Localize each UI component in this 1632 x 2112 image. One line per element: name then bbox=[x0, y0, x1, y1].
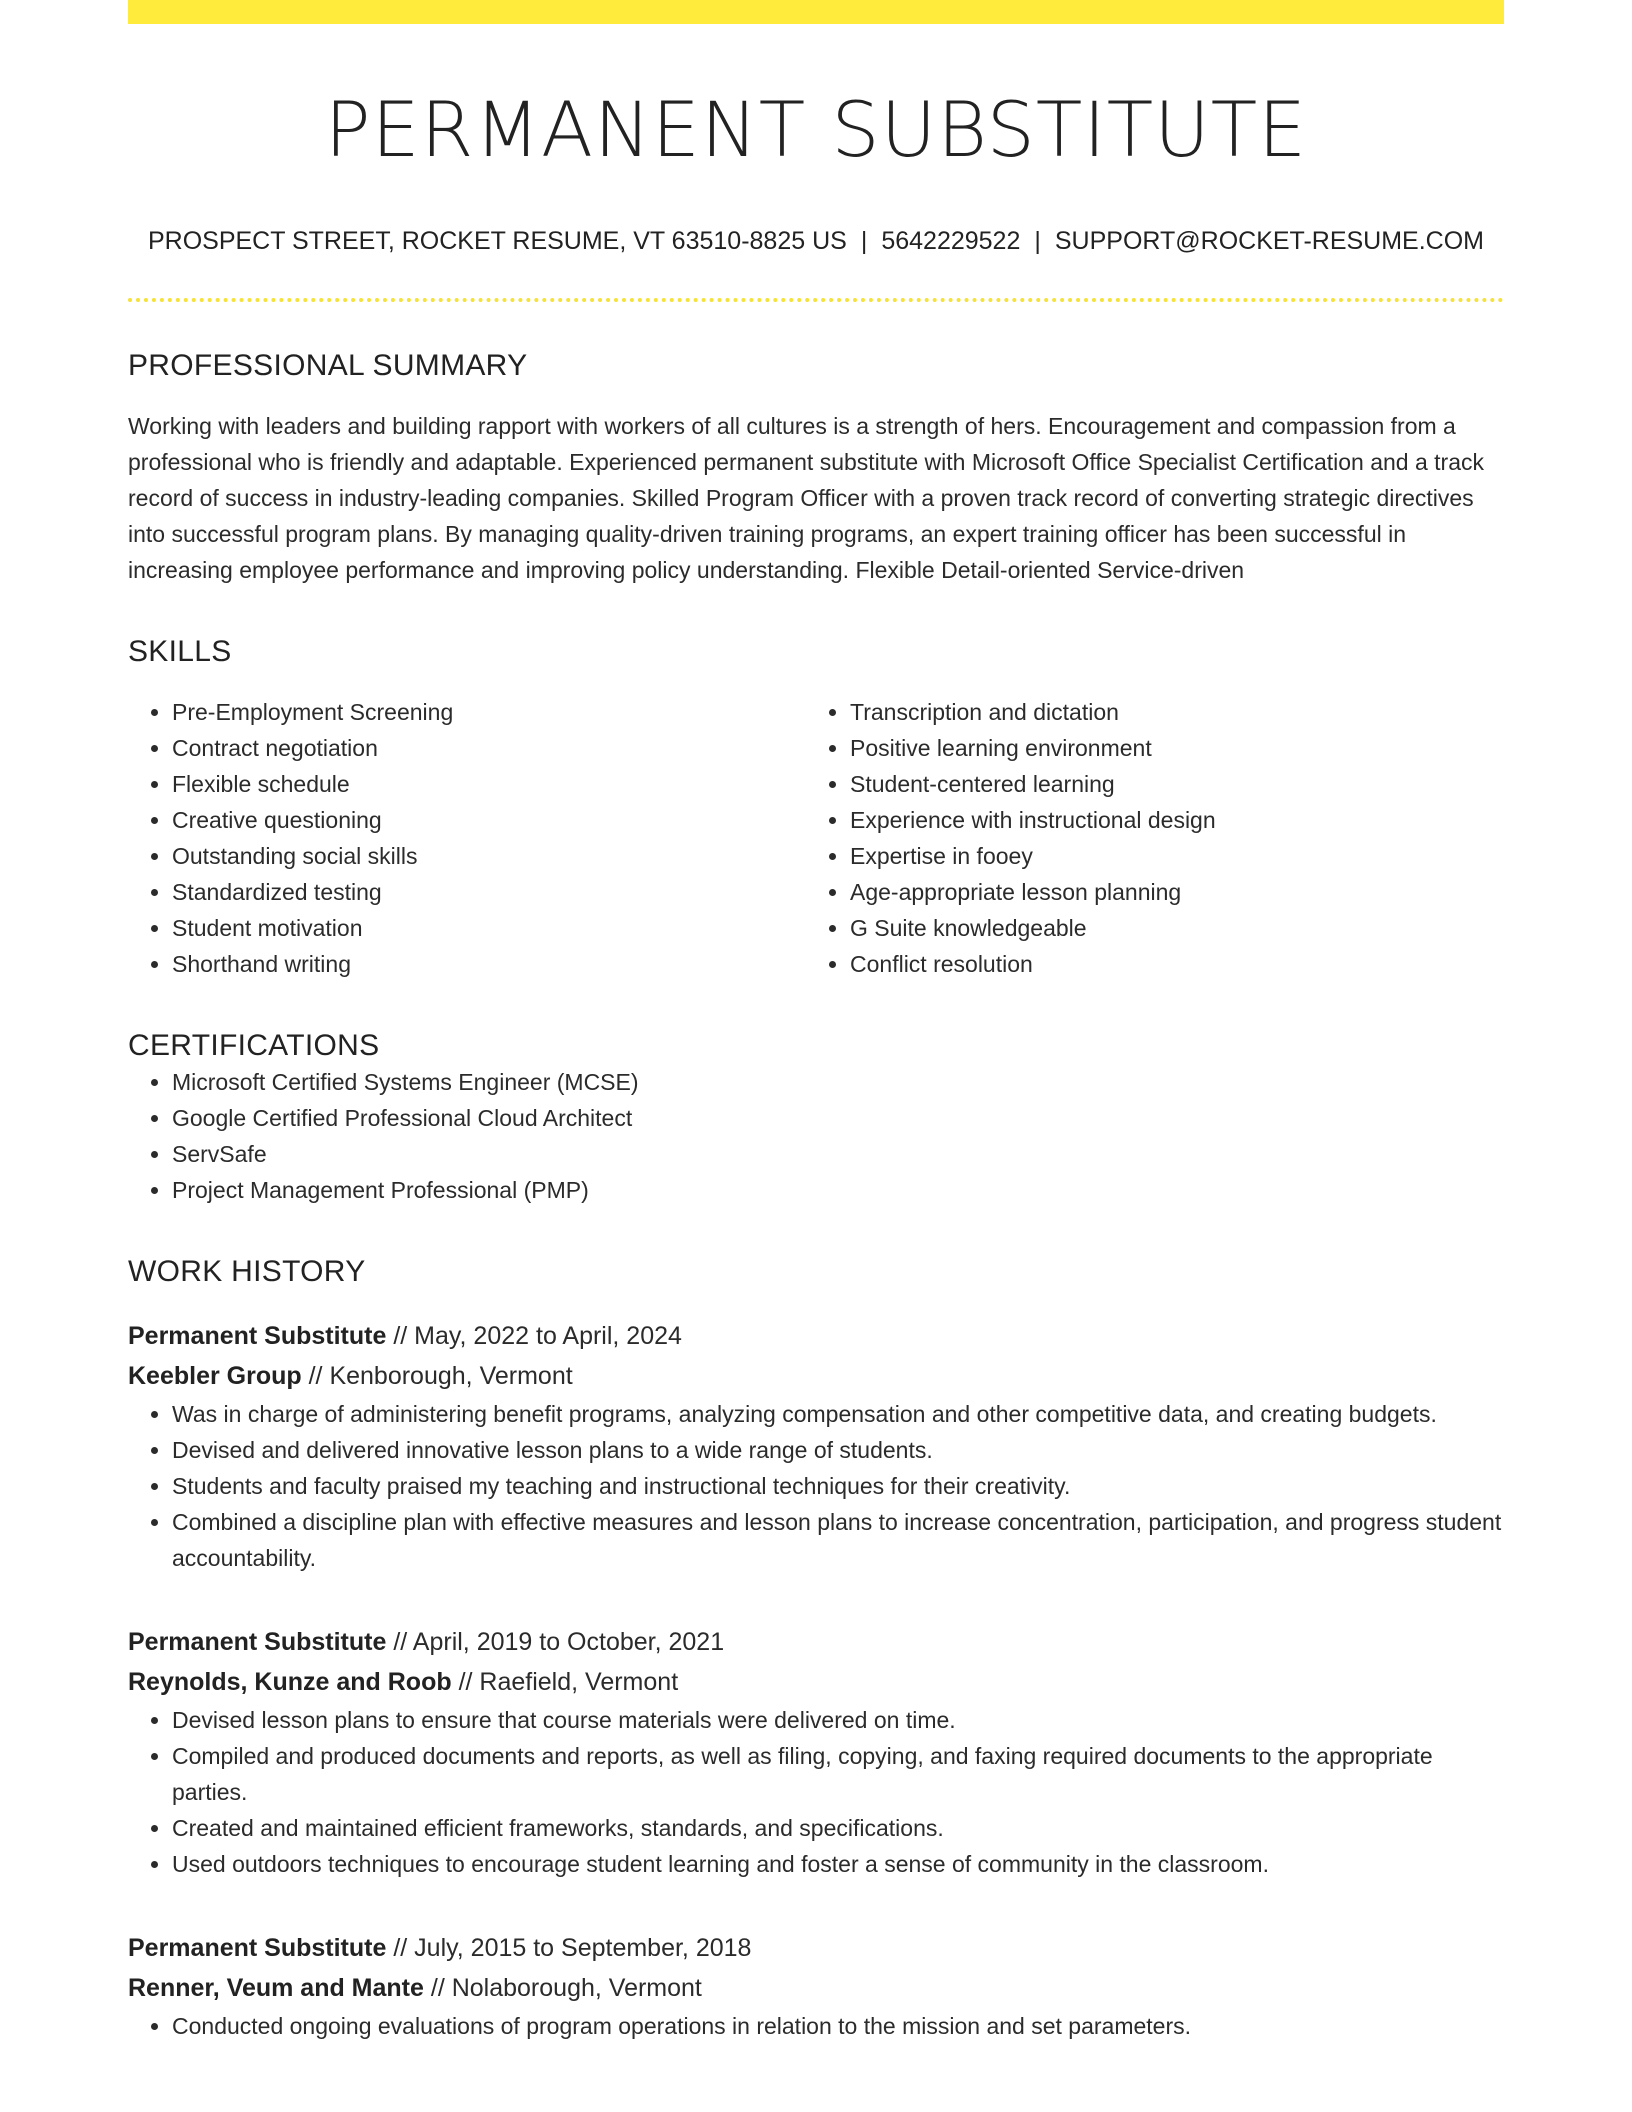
contact-email: SUPPORT@ROCKET-RESUME.COM bbox=[1054, 227, 1485, 255]
certifications-heading: CERTIFICATIONS bbox=[128, 1029, 380, 1062]
skill-item: • Expertise in fooey bbox=[850, 838, 1484, 874]
resume-name: PERMANENT SUBSTITUTE bbox=[324, 85, 1308, 174]
job-bullet: • Compiled and produced documents and reports, as well as filing, copying, and faxing required documents to the appropriate parties. bbox=[172, 1738, 1504, 1810]
job-dates: // May, 2022 to April, 2024 bbox=[393, 1322, 682, 1350]
skills-grid bbox=[128, 694, 1504, 982]
resume-page bbox=[128, 0, 1504, 2044]
summary-heading: PROFESSIONAL SUMMARY bbox=[128, 349, 528, 382]
skill-item: • Pre-Employment Screening bbox=[172, 694, 806, 730]
skill-item: • Creative questioning bbox=[172, 802, 806, 838]
job-role: Permanent Substitute bbox=[128, 1934, 387, 1962]
job-bullet: • Devised and delivered innovative lesson plans to a wide range of students. bbox=[172, 1432, 1504, 1468]
job-company: Renner, Veum and Mante bbox=[128, 1974, 424, 2002]
job-bullet: • Conducted ongoing evaluations of program operations in relation to the mission and set parameters. bbox=[172, 2008, 1504, 2044]
contact-phone: 5642229522 bbox=[881, 227, 1021, 255]
job-bullet-list bbox=[128, 2008, 1504, 2044]
job-dates: // July, 2015 to September, 2018 bbox=[393, 1934, 752, 1962]
job-bullet: • Students and faculty praised my teaching and instructional techniques for their creativity. bbox=[172, 1468, 1504, 1504]
job-bullet-list bbox=[128, 1396, 1504, 1576]
skills-column-right bbox=[806, 694, 1484, 982]
job-title-line bbox=[128, 1928, 1504, 1968]
job-location: // Nolaborough, Vermont bbox=[430, 1974, 702, 2002]
job-entry bbox=[128, 1622, 1504, 1882]
certification-list bbox=[128, 1064, 1504, 1208]
contact-separator: | bbox=[860, 227, 868, 255]
contact-address: PROSPECT STREET, ROCKET RESUME, VT 63510-8825 US bbox=[147, 227, 847, 255]
skill-item: • Transcription and dictation bbox=[850, 694, 1484, 730]
job-role: Permanent Substitute bbox=[128, 1322, 387, 1350]
job-bullet: • Devised lesson plans to ensure that course materials were delivered on time. bbox=[172, 1702, 1504, 1738]
job-company-line bbox=[128, 1356, 1504, 1396]
job-location: // Kenborough, Vermont bbox=[308, 1362, 573, 1390]
job-company-line bbox=[128, 1968, 1504, 2008]
job-company-line bbox=[128, 1662, 1504, 1702]
certification-item: • Microsoft Certified Systems Engineer (MCSE) bbox=[172, 1064, 1504, 1100]
skill-item: • Student motivation bbox=[172, 910, 806, 946]
certification-item: • Google Certified Professional Cloud Architect bbox=[172, 1100, 1504, 1136]
skill-item: • Positive learning environment bbox=[850, 730, 1484, 766]
job-entry bbox=[128, 1316, 1504, 1576]
skill-item: • G Suite knowledgeable bbox=[850, 910, 1484, 946]
contact-separator: | bbox=[1034, 227, 1041, 255]
skill-item: • Age-appropriate lesson planning bbox=[850, 874, 1484, 910]
skill-item: • Student-centered learning bbox=[850, 766, 1484, 802]
skills-column-left bbox=[128, 694, 806, 982]
skill-item: • Standardized testing bbox=[172, 874, 806, 910]
work-history-heading: WORK HISTORY bbox=[128, 1255, 366, 1288]
job-bullet: • Created and maintained efficient frameworks, standards, and specifications. bbox=[172, 1810, 1504, 1846]
job-bullet: • Was in charge of administering benefit programs, analyzing compensation and other competitive data, and creating budgets. bbox=[172, 1396, 1504, 1432]
contact-line bbox=[128, 224, 1504, 258]
summary-text: Working with leaders and building rapport with workers of all cultures is a strength of hers. Encouragement and compassion from a professional who is friendly and adaptable. Experienced permanent substitute with Microsoft Office Specialist Certification and a track record of success in industry-leading companies. Skilled Program Officer with a proven track record of converting strategic directives into successful program plans. By managing quality-driven training programs, an expert training officer has been successful in increasing employee performance and improving policy understanding. Flexible Detail-oriented Service-driven bbox=[128, 413, 1485, 583]
job-company: Reynolds, Kunze and Roob bbox=[128, 1668, 452, 1696]
job-location: // Raefield, Vermont bbox=[458, 1668, 679, 1696]
job-bullet-list bbox=[128, 1702, 1504, 1882]
skill-item: • Shorthand writing bbox=[172, 946, 806, 982]
job-title-line bbox=[128, 1622, 1504, 1662]
skill-item: • Contract negotiation bbox=[172, 730, 806, 766]
skill-item: • Conflict resolution bbox=[850, 946, 1484, 982]
job-dates: // April, 2019 to October, 2021 bbox=[393, 1628, 725, 1656]
job-title-line bbox=[128, 1316, 1504, 1356]
job-role: Permanent Substitute bbox=[128, 1628, 387, 1656]
skill-item: • Experience with instructional design bbox=[850, 802, 1484, 838]
dotted-divider bbox=[128, 298, 1504, 302]
skill-item: • Flexible schedule bbox=[172, 766, 806, 802]
job-bullet: • Combined a discipline plan with effective measures and lesson plans to increase concentration, participation, and progress student accountability. bbox=[172, 1504, 1504, 1576]
certification-item: • Project Management Professional (PMP) bbox=[172, 1172, 1504, 1208]
job-entry bbox=[128, 1928, 1504, 2044]
job-bullet: • Used outdoors techniques to encourage student learning and foster a sense of community in the classroom. bbox=[172, 1846, 1504, 1882]
skills-heading: SKILLS bbox=[128, 635, 232, 668]
job-company: Keebler Group bbox=[128, 1362, 302, 1390]
skill-item: • Outstanding social skills bbox=[172, 838, 806, 874]
certification-item: • ServSafe bbox=[172, 1136, 1504, 1172]
